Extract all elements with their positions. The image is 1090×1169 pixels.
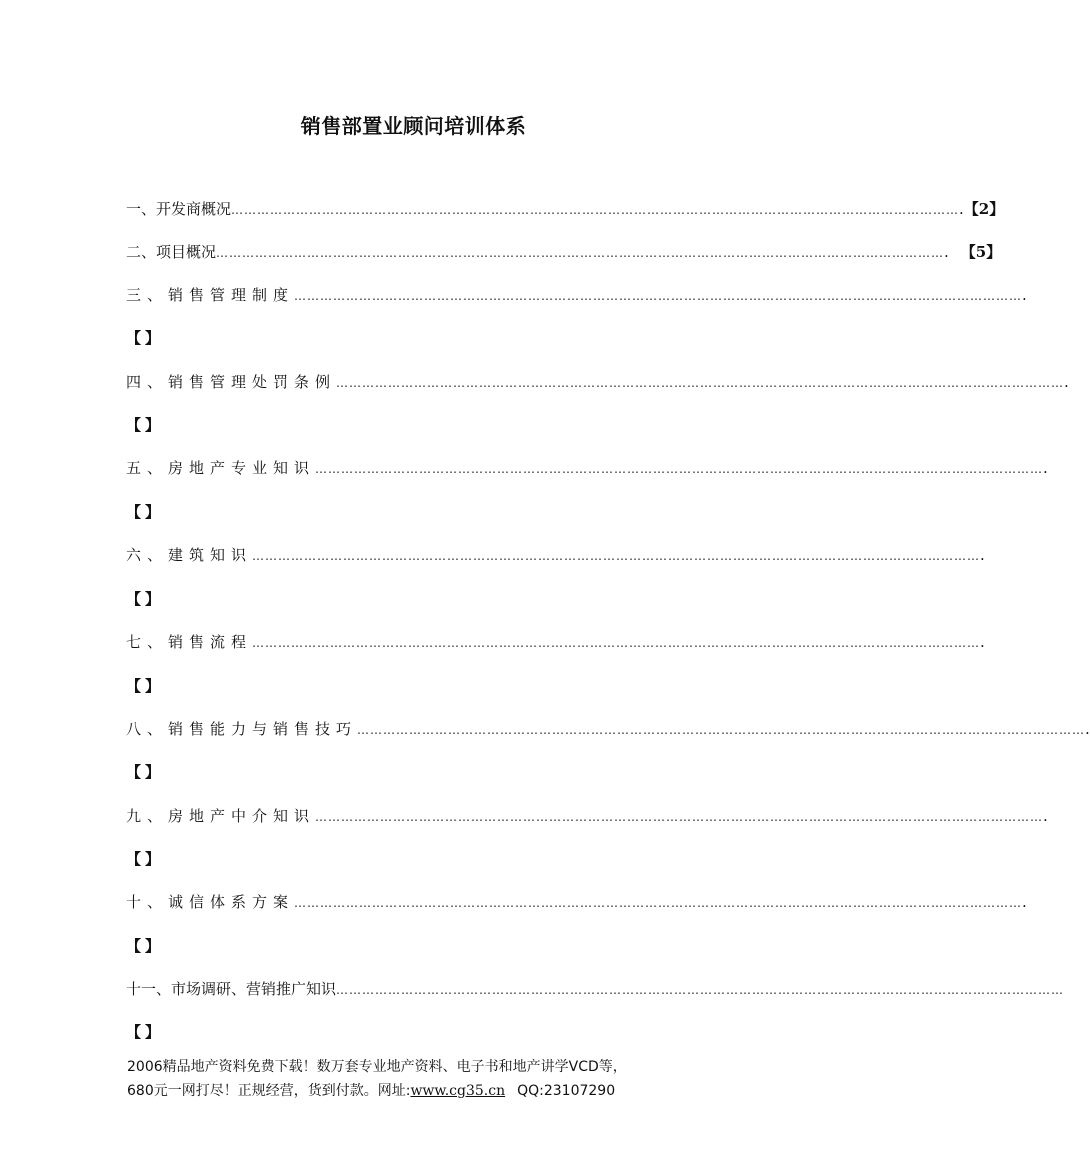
toc-item-market-research[interactable]: [126, 977, 1065, 1001]
toc-item-end: .: [1043, 459, 1048, 477]
toc-item-label: 十、诚信体系方案: [126, 893, 295, 911]
qq-contact: QQ:23107290: [517, 1083, 616, 1099]
toc-item-page-bracket: 【】: [126, 503, 165, 521]
dot-leader: ……………………………………………………………………………………………………………………………………………………: [336, 983, 1065, 997]
toc-item-label: 九、房地产中介知识: [126, 807, 316, 825]
dot-leader: ……………………………………………………………………………………………………………………………………………………: [315, 462, 1044, 476]
toc-item-sales-skills[interactable]: [126, 717, 1090, 741]
toc-item-page-bracket: 【】: [126, 416, 165, 434]
dot-leader: ……………………………………………………………………………………………………………………………………………………: [294, 896, 1023, 910]
toc-item-sales-management[interactable]: [126, 283, 1027, 307]
toc-item-page: 【5】: [960, 243, 1002, 261]
footer-line-2: [127, 1079, 727, 1103]
dot-leader: ……………………………………………………………………………………………………………………………………………………: [231, 203, 960, 217]
toc-item-end: .: [959, 200, 964, 218]
toc-item-label: 七、销售流程: [126, 633, 253, 651]
dot-leader: ……………………………………………………………………………………………………………………………………………………: [252, 549, 981, 563]
footer-line-1: 2006精品地产资料免费下载！数万套专业地产资料、电子书和地产讲学VCD等，: [127, 1059, 627, 1075]
toc-item-end: .: [1022, 893, 1027, 911]
toc-item-end: .: [1043, 807, 1048, 825]
toc-item-integrity-system[interactable]: [126, 890, 1027, 914]
dot-leader: ……………………………………………………………………………………………………………………………………………………: [252, 636, 981, 650]
toc-item-page-bracket: 【】: [126, 850, 165, 868]
toc-item-sales-process[interactable]: [126, 630, 985, 654]
dot-leader: ……………………………………………………………………………………………………………………………………………………: [315, 810, 1044, 824]
toc-item-label: 二、项目概况: [126, 243, 217, 261]
dot-leader: ……………………………………………………………………………………………………………………………………………………: [336, 376, 1065, 390]
toc-item-label: 四、销售管理处罚条例: [126, 373, 337, 391]
toc-item-label: 一、开发商概况: [126, 200, 232, 218]
toc-item-end: .: [944, 243, 949, 261]
toc-item-architecture-knowledge[interactable]: [126, 543, 985, 567]
website-link[interactable]: www.cg35.cn: [410, 1083, 506, 1099]
dot-leader: ……………………………………………………………………………………………………………………………………………………: [294, 289, 1023, 303]
toc-item-page: 【2】: [963, 200, 1005, 218]
toc-item-end: .: [980, 633, 985, 651]
toc-item-page-bracket: 【】: [126, 590, 165, 608]
toc-item-end: .: [1085, 720, 1090, 738]
toc-item-sales-penalties[interactable]: [126, 370, 1069, 394]
toc-item-real-estate-knowledge[interactable]: [126, 456, 1048, 480]
toc-item-page-bracket: 【】: [126, 763, 165, 781]
footer-line-2-text: 680元一网打尽！正规经营，货到付款。网址:: [127, 1083, 411, 1099]
toc-item-developer-overview[interactable]: [126, 197, 1005, 221]
page-title: 销售部置业顾问培训体系: [300, 114, 527, 138]
toc-item-page-bracket: 【】: [126, 329, 165, 347]
toc-item-label: 八、销售能力与销售技巧: [126, 720, 358, 738]
toc-item-agency-knowledge[interactable]: [126, 804, 1048, 828]
toc-item-label: 十一、市场调研、营销推广知识: [126, 980, 337, 998]
toc-item-label: 五、房地产专业知识: [126, 459, 316, 477]
footer-advertisement: [127, 1055, 727, 1103]
toc-item-end: .: [980, 546, 985, 564]
dot-leader: ……………………………………………………………………………………………………………………………………………………: [216, 246, 945, 260]
toc-item-label: 三、销售管理制度: [126, 286, 295, 304]
toc-item-end: .: [1022, 286, 1027, 304]
toc-item-end: .: [1064, 373, 1069, 391]
toc-item-label: 六、建筑知识: [126, 546, 253, 564]
toc-item-page-bracket: 【】: [126, 677, 165, 695]
toc-item-project-overview[interactable]: [126, 240, 1002, 264]
toc-item-page-bracket: 【】: [126, 1023, 165, 1041]
toc-item-page-bracket: 【】: [126, 937, 165, 955]
dot-leader: ……………………………………………………………………………………………………………………………………………………: [357, 723, 1086, 737]
